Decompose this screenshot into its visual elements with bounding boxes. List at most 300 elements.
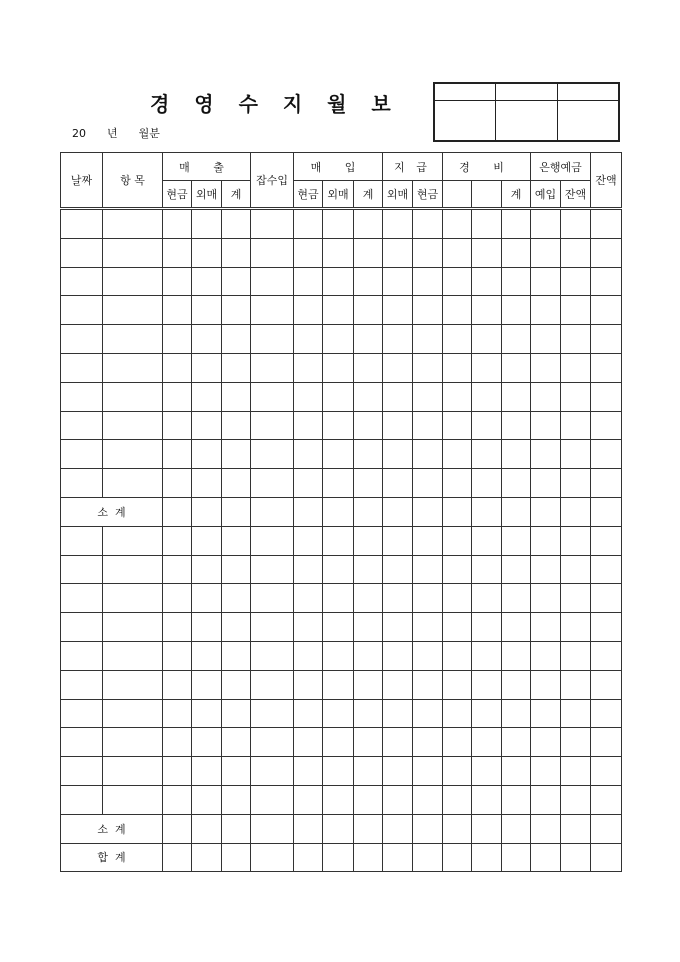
table-cell[interactable] — [163, 785, 192, 814]
table-cell[interactable] — [413, 613, 443, 642]
table-cell[interactable] — [294, 670, 323, 699]
table-cell[interactable] — [192, 497, 222, 526]
table-cell[interactable] — [383, 584, 413, 613]
table-cell[interactable] — [163, 728, 192, 757]
table-cell[interactable] — [472, 238, 502, 267]
table-cell[interactable] — [591, 526, 622, 555]
table-cell[interactable] — [591, 757, 622, 786]
table-cell[interactable] — [531, 440, 561, 469]
table-cell[interactable] — [443, 814, 472, 843]
table-cell[interactable] — [192, 325, 222, 354]
table-cell[interactable] — [561, 353, 591, 382]
table-cell[interactable] — [251, 757, 294, 786]
table-cell[interactable] — [61, 469, 103, 498]
table-cell[interactable] — [383, 382, 413, 411]
table-cell[interactable] — [472, 814, 502, 843]
table-cell[interactable] — [502, 728, 531, 757]
table-cell[interactable] — [472, 353, 502, 382]
table-cell[interactable] — [472, 325, 502, 354]
table-cell[interactable] — [502, 382, 531, 411]
table-cell[interactable] — [383, 757, 413, 786]
table-cell[interactable] — [103, 209, 163, 239]
table-cell[interactable] — [222, 757, 251, 786]
table-cell[interactable] — [472, 469, 502, 498]
table-cell[interactable] — [192, 440, 222, 469]
table-cell[interactable] — [591, 209, 622, 239]
table-cell[interactable] — [502, 699, 531, 728]
table-cell[interactable] — [413, 325, 443, 354]
table-cell[interactable] — [294, 555, 323, 584]
table-cell[interactable] — [354, 209, 383, 239]
table-cell[interactable] — [472, 555, 502, 584]
table-cell[interactable] — [251, 526, 294, 555]
table-cell[interactable] — [103, 382, 163, 411]
table-cell[interactable] — [323, 469, 354, 498]
table-cell[interactable] — [323, 526, 354, 555]
table-cell[interactable] — [103, 238, 163, 267]
table-cell[interactable] — [294, 584, 323, 613]
table-cell[interactable] — [163, 526, 192, 555]
table-cell[interactable] — [163, 613, 192, 642]
table-cell[interactable] — [354, 325, 383, 354]
table-cell[interactable] — [591, 267, 622, 296]
table-cell[interactable] — [294, 699, 323, 728]
table-cell[interactable] — [222, 555, 251, 584]
table-cell[interactable] — [354, 584, 383, 613]
table-cell[interactable] — [294, 526, 323, 555]
table-cell[interactable] — [294, 440, 323, 469]
table-cell[interactable] — [323, 440, 354, 469]
table-cell[interactable] — [561, 843, 591, 872]
table-cell[interactable] — [323, 209, 354, 239]
table-cell[interactable] — [192, 584, 222, 613]
table-cell[interactable] — [502, 238, 531, 267]
table-cell[interactable] — [354, 699, 383, 728]
table-cell[interactable] — [323, 238, 354, 267]
table-cell[interactable] — [163, 814, 192, 843]
table-cell[interactable] — [443, 757, 472, 786]
table-cell[interactable] — [502, 497, 531, 526]
approval-head-cell[interactable] — [557, 84, 618, 101]
table-cell[interactable] — [591, 843, 622, 872]
table-cell[interactable] — [561, 699, 591, 728]
table-cell[interactable] — [222, 641, 251, 670]
table-cell[interactable] — [502, 209, 531, 239]
table-cell[interactable] — [294, 296, 323, 325]
table-cell[interactable] — [294, 411, 323, 440]
table-cell[interactable] — [531, 353, 561, 382]
table-cell[interactable] — [502, 785, 531, 814]
table-cell[interactable] — [323, 411, 354, 440]
table-cell[interactable] — [61, 728, 103, 757]
table-cell[interactable] — [591, 469, 622, 498]
table-cell[interactable] — [222, 267, 251, 296]
table-cell[interactable] — [383, 411, 413, 440]
table-cell[interactable] — [591, 814, 622, 843]
table-cell[interactable] — [531, 785, 561, 814]
table-cell[interactable] — [294, 641, 323, 670]
table-cell[interactable] — [443, 296, 472, 325]
table-cell[interactable] — [591, 325, 622, 354]
table-cell[interactable] — [323, 728, 354, 757]
table-cell[interactable] — [472, 440, 502, 469]
table-cell[interactable] — [354, 526, 383, 555]
table-cell[interactable] — [323, 555, 354, 584]
table-cell[interactable] — [222, 785, 251, 814]
table-cell[interactable] — [383, 843, 413, 872]
table-cell[interactable] — [294, 267, 323, 296]
table-cell[interactable] — [591, 670, 622, 699]
table-cell[interactable] — [443, 555, 472, 584]
table-cell[interactable] — [531, 728, 561, 757]
table-cell[interactable] — [192, 238, 222, 267]
table-cell[interactable] — [383, 699, 413, 728]
table-cell[interactable] — [531, 670, 561, 699]
table-cell[interactable] — [192, 843, 222, 872]
table-cell[interactable] — [61, 584, 103, 613]
table-cell[interactable] — [251, 785, 294, 814]
table-cell[interactable] — [103, 584, 163, 613]
table-cell[interactable] — [531, 382, 561, 411]
table-cell[interactable] — [502, 613, 531, 642]
table-cell[interactable] — [413, 238, 443, 267]
table-cell[interactable] — [413, 296, 443, 325]
table-cell[interactable] — [531, 296, 561, 325]
table-cell[interactable] — [531, 325, 561, 354]
table-cell[interactable] — [222, 526, 251, 555]
table-cell[interactable] — [61, 267, 103, 296]
table-cell[interactable] — [383, 440, 413, 469]
table-cell[interactable] — [103, 440, 163, 469]
table-cell[interactable] — [251, 843, 294, 872]
table-cell[interactable] — [591, 613, 622, 642]
table-cell[interactable] — [192, 814, 222, 843]
table-cell[interactable] — [354, 382, 383, 411]
table-cell[interactable] — [472, 267, 502, 296]
table-cell[interactable] — [354, 296, 383, 325]
table-cell[interactable] — [472, 728, 502, 757]
table-cell[interactable] — [163, 440, 192, 469]
table-cell[interactable] — [103, 353, 163, 382]
table-cell[interactable] — [531, 613, 561, 642]
table-cell[interactable] — [443, 353, 472, 382]
table-cell[interactable] — [591, 641, 622, 670]
table-cell[interactable] — [383, 267, 413, 296]
table-cell[interactable] — [294, 843, 323, 872]
table-cell[interactable] — [294, 785, 323, 814]
table-cell[interactable] — [323, 641, 354, 670]
table-cell[interactable] — [443, 613, 472, 642]
table-cell[interactable] — [413, 670, 443, 699]
table-cell[interactable] — [561, 411, 591, 440]
table-cell[interactable] — [61, 757, 103, 786]
table-cell[interactable] — [163, 411, 192, 440]
table-cell[interactable] — [413, 382, 443, 411]
table-cell[interactable] — [531, 814, 561, 843]
table-cell[interactable] — [163, 843, 192, 872]
table-cell[interactable] — [163, 584, 192, 613]
table-cell[interactable] — [103, 526, 163, 555]
table-cell[interactable] — [103, 785, 163, 814]
table-cell[interactable] — [222, 469, 251, 498]
table-cell[interactable] — [561, 469, 591, 498]
table-cell[interactable] — [354, 238, 383, 267]
table-cell[interactable] — [222, 209, 251, 239]
table-cell[interactable] — [531, 411, 561, 440]
table-cell[interactable] — [222, 843, 251, 872]
table-cell[interactable] — [354, 497, 383, 526]
table-cell[interactable] — [323, 267, 354, 296]
table-cell[interactable] — [192, 699, 222, 728]
table-cell[interactable] — [413, 497, 443, 526]
table-cell[interactable] — [323, 382, 354, 411]
table-cell[interactable] — [103, 296, 163, 325]
table-cell[interactable] — [502, 814, 531, 843]
table-cell[interactable] — [354, 728, 383, 757]
table-cell[interactable] — [103, 325, 163, 354]
table-cell[interactable] — [561, 526, 591, 555]
table-cell[interactable] — [591, 353, 622, 382]
table-cell[interactable] — [323, 785, 354, 814]
table-cell[interactable] — [472, 584, 502, 613]
table-cell[interactable] — [222, 353, 251, 382]
table-cell[interactable] — [531, 526, 561, 555]
table-cell[interactable] — [502, 670, 531, 699]
table-cell[interactable] — [443, 584, 472, 613]
table-cell[interactable] — [354, 440, 383, 469]
table-cell[interactable] — [61, 440, 103, 469]
table-cell[interactable] — [294, 238, 323, 267]
table-cell[interactable] — [443, 411, 472, 440]
table-cell[interactable] — [222, 699, 251, 728]
table-cell[interactable] — [502, 440, 531, 469]
table-cell[interactable] — [61, 526, 103, 555]
table-cell[interactable] — [323, 613, 354, 642]
table-cell[interactable] — [354, 555, 383, 584]
table-cell[interactable] — [61, 296, 103, 325]
table-cell[interactable] — [103, 757, 163, 786]
table-cell[interactable] — [383, 209, 413, 239]
table-cell[interactable] — [251, 440, 294, 469]
table-cell[interactable] — [443, 699, 472, 728]
table-cell[interactable] — [323, 670, 354, 699]
table-cell[interactable] — [591, 699, 622, 728]
table-cell[interactable] — [354, 641, 383, 670]
table-cell[interactable] — [222, 814, 251, 843]
table-cell[interactable] — [472, 785, 502, 814]
table-cell[interactable] — [192, 728, 222, 757]
table-cell[interactable] — [251, 353, 294, 382]
table-cell[interactable] — [323, 353, 354, 382]
table-cell[interactable] — [531, 555, 561, 584]
table-cell[interactable] — [222, 440, 251, 469]
table-cell[interactable] — [561, 238, 591, 267]
table-cell[interactable] — [163, 757, 192, 786]
table-cell[interactable] — [413, 814, 443, 843]
table-cell[interactable] — [413, 526, 443, 555]
approval-sign-cell[interactable] — [496, 101, 557, 141]
table-cell[interactable] — [294, 613, 323, 642]
table-cell[interactable] — [443, 325, 472, 354]
table-cell[interactable] — [61, 382, 103, 411]
table-cell[interactable] — [472, 670, 502, 699]
table-cell[interactable] — [251, 382, 294, 411]
table-cell[interactable] — [222, 728, 251, 757]
table-cell[interactable] — [443, 526, 472, 555]
table-cell[interactable] — [591, 296, 622, 325]
table-cell[interactable] — [294, 469, 323, 498]
table-cell[interactable] — [222, 296, 251, 325]
table-cell[interactable] — [591, 555, 622, 584]
table-cell[interactable] — [383, 641, 413, 670]
table-cell[interactable] — [323, 814, 354, 843]
table-cell[interactable] — [163, 238, 192, 267]
table-cell[interactable] — [163, 555, 192, 584]
table-cell[interactable] — [163, 209, 192, 239]
table-cell[interactable] — [163, 325, 192, 354]
table-cell[interactable] — [472, 497, 502, 526]
table-cell[interactable] — [192, 641, 222, 670]
table-cell[interactable] — [413, 757, 443, 786]
table-cell[interactable] — [192, 613, 222, 642]
table-cell[interactable] — [163, 382, 192, 411]
table-cell[interactable] — [472, 209, 502, 239]
table-cell[interactable] — [531, 699, 561, 728]
table-cell[interactable] — [413, 785, 443, 814]
table-cell[interactable] — [251, 497, 294, 526]
table-cell[interactable] — [531, 843, 561, 872]
table-cell[interactable] — [251, 325, 294, 354]
table-cell[interactable] — [472, 296, 502, 325]
table-cell[interactable] — [251, 411, 294, 440]
approval-sign-cell[interactable] — [557, 101, 618, 141]
table-cell[interactable] — [502, 469, 531, 498]
table-cell[interactable] — [323, 699, 354, 728]
table-cell[interactable] — [561, 209, 591, 239]
table-cell[interactable] — [222, 613, 251, 642]
table-cell[interactable] — [413, 411, 443, 440]
table-cell[interactable] — [531, 209, 561, 239]
table-cell[interactable] — [61, 555, 103, 584]
table-cell[interactable] — [502, 267, 531, 296]
table-cell[interactable] — [323, 296, 354, 325]
table-cell[interactable] — [472, 699, 502, 728]
table-cell[interactable] — [222, 325, 251, 354]
table-cell[interactable] — [561, 613, 591, 642]
table-cell[interactable] — [222, 238, 251, 267]
approval-head-cell[interactable] — [496, 84, 557, 101]
table-cell[interactable] — [383, 814, 413, 843]
table-cell[interactable] — [383, 555, 413, 584]
table-cell[interactable] — [323, 757, 354, 786]
table-cell[interactable] — [413, 267, 443, 296]
table-cell[interactable] — [61, 353, 103, 382]
table-cell[interactable] — [354, 670, 383, 699]
table-cell[interactable] — [383, 728, 413, 757]
table-cell[interactable] — [591, 728, 622, 757]
table-cell[interactable] — [413, 353, 443, 382]
table-cell[interactable] — [413, 584, 443, 613]
table-cell[interactable] — [531, 267, 561, 296]
table-cell[interactable] — [251, 699, 294, 728]
table-cell[interactable] — [192, 267, 222, 296]
table-cell[interactable] — [561, 555, 591, 584]
table-cell[interactable] — [192, 296, 222, 325]
table-cell[interactable] — [472, 843, 502, 872]
table-cell[interactable] — [354, 613, 383, 642]
table-cell[interactable] — [323, 325, 354, 354]
table-cell[interactable] — [561, 584, 591, 613]
table-cell[interactable] — [354, 785, 383, 814]
table-cell[interactable] — [192, 670, 222, 699]
table-cell[interactable] — [502, 325, 531, 354]
table-cell[interactable] — [354, 353, 383, 382]
table-cell[interactable] — [354, 411, 383, 440]
table-cell[interactable] — [383, 238, 413, 267]
table-cell[interactable] — [251, 728, 294, 757]
table-cell[interactable] — [561, 296, 591, 325]
table-cell[interactable] — [443, 670, 472, 699]
table-cell[interactable] — [591, 497, 622, 526]
table-cell[interactable] — [103, 670, 163, 699]
table-cell[interactable] — [591, 238, 622, 267]
table-cell[interactable] — [413, 209, 443, 239]
table-cell[interactable] — [163, 497, 192, 526]
table-cell[interactable] — [251, 584, 294, 613]
table-cell[interactable] — [61, 238, 103, 267]
table-cell[interactable] — [192, 469, 222, 498]
table-cell[interactable] — [294, 382, 323, 411]
table-cell[interactable] — [443, 469, 472, 498]
table-cell[interactable] — [531, 641, 561, 670]
table-cell[interactable] — [103, 469, 163, 498]
table-cell[interactable] — [413, 440, 443, 469]
table-cell[interactable] — [443, 267, 472, 296]
table-cell[interactable] — [443, 497, 472, 526]
table-cell[interactable] — [354, 267, 383, 296]
table-cell[interactable] — [591, 584, 622, 613]
table-cell[interactable] — [294, 757, 323, 786]
table-cell[interactable] — [413, 843, 443, 872]
table-cell[interactable] — [163, 699, 192, 728]
table-cell[interactable] — [472, 613, 502, 642]
table-cell[interactable] — [561, 325, 591, 354]
table-cell[interactable] — [192, 209, 222, 239]
table-cell[interactable] — [222, 584, 251, 613]
table-cell[interactable] — [591, 411, 622, 440]
table-cell[interactable] — [383, 785, 413, 814]
approval-sign-cell[interactable] — [435, 101, 496, 141]
table-cell[interactable] — [502, 526, 531, 555]
table-cell[interactable] — [443, 440, 472, 469]
table-cell[interactable] — [103, 699, 163, 728]
table-cell[interactable] — [251, 555, 294, 584]
table-cell[interactable] — [443, 382, 472, 411]
table-cell[interactable] — [561, 785, 591, 814]
table-cell[interactable] — [531, 584, 561, 613]
table-cell[interactable] — [443, 785, 472, 814]
table-cell[interactable] — [323, 843, 354, 872]
table-cell[interactable] — [251, 209, 294, 239]
table-cell[interactable] — [561, 757, 591, 786]
table-cell[interactable] — [294, 353, 323, 382]
table-cell[interactable] — [103, 613, 163, 642]
table-cell[interactable] — [61, 699, 103, 728]
table-cell[interactable] — [472, 411, 502, 440]
table-cell[interactable] — [294, 325, 323, 354]
table-cell[interactable] — [531, 757, 561, 786]
table-cell[interactable] — [502, 411, 531, 440]
